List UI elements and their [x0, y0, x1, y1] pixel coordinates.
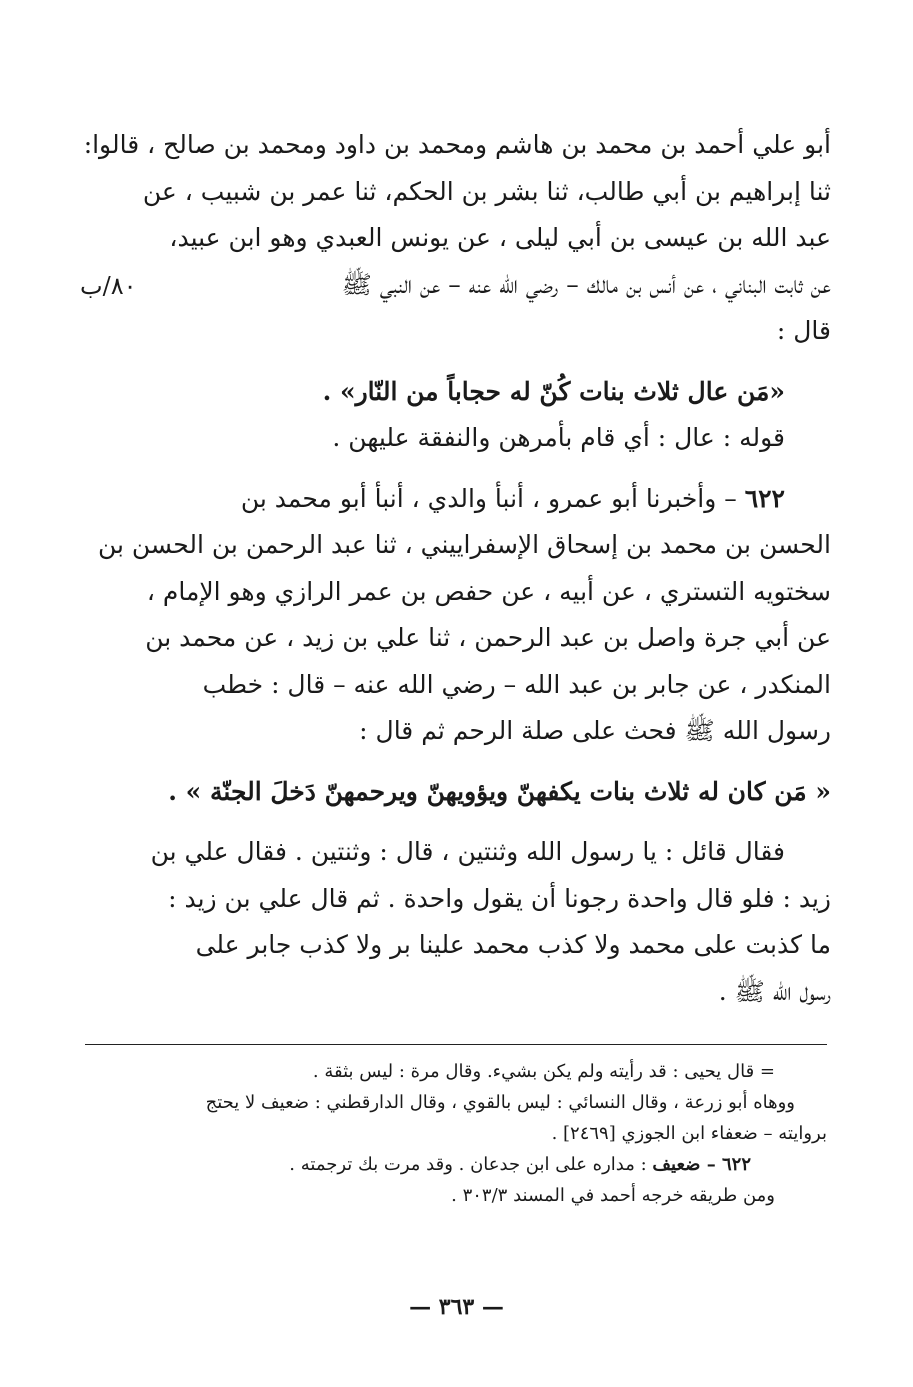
footnotes — [85, 1056, 827, 1211]
gloss-line: قوله : عال : أي قام بأمرهن والنفقة عليهن . — [332, 423, 785, 452]
page-number: — ٣٦٣ — — [409, 1294, 504, 1320]
hadith-text: « مَن كان له ثلاث بنات يكفهنّ ويؤويهنّ ويرحمهنّ دَخلَ الجنّة » . — [168, 776, 831, 806]
text-line: المنكدر ، عن جابر بن عبد الله – رضي الله عنه – قال : خطب — [202, 669, 831, 699]
hadith-text: «مَن عال ثلاث بنات كُنّ له حجاباً من النّار» . — [322, 376, 785, 406]
text-line: عن ثابت البناني ، عن أنس بن مالك – رضي الله عنه – عن النبي ﷺ — [341, 269, 831, 299]
text-line: فقال قائل : يا رسول الله وثنتين ، قال : وثنتين . فقال علي بن — [150, 837, 785, 866]
margin-folio-reference: ٨٠/ب — [80, 272, 137, 300]
text-line: عبد الله بن عيسى بن أبي ليلى ، عن يونس العبدي وهو ابن عبيد، — [169, 223, 831, 252]
footnote-line: = قال يحيى : قد رأيته ولم يكن بشيء. وقال مرة : ليس بثقة . — [312, 1061, 775, 1082]
text-line: رسول الله ﷺ . — [718, 976, 831, 1006]
text-line: قال : — [776, 316, 831, 345]
footnote-line: ووهاه أبو زرعة ، وقال النسائي : ليس بالقوي ، وقال الدارقطني : ضعيف لا يحتج — [205, 1092, 795, 1113]
hadith-entry-622 — [135, 476, 831, 523]
text-line: الحسن بن محمد بن إسحاق الإسفراييني ، ثنا عبد الرحمن بن الحسن بن — [97, 530, 831, 559]
text-line: ثنا إبراهيم بن أبي طالب، ثنا بشر بن الحكم، ثنا عمر بن شبيب ، عن — [142, 176, 831, 206]
footnote-divider — [85, 1044, 827, 1045]
text-line: ما كذبت على محمد ولا كذب محمد علينا بر ولا كذب جابر على — [195, 930, 831, 959]
text-line: عن أبي جرة واصل بن عبد الرحمن ، ثنا علي بن زيد ، عن محمد بن — [145, 623, 831, 652]
footnote-line: ومن طريقه خرجه أحمد في المسند ٣٠٣/٣ . — [451, 1185, 775, 1206]
footnote-entry-622 — [85, 1149, 827, 1180]
text-line: سختويه التستري ، عن أبيه ، عن حفص بن عمر الرازي وهو الإمام ، — [146, 576, 831, 606]
hadith-number: ٦٢٢ — [744, 483, 785, 513]
footnote-line: بروايته – ضعفاء ابن الجوزي [٢٤٦٩] . — [551, 1123, 827, 1144]
text-line: أبو علي أحمد بن محمد بن هاشم ومحمد بن داود ومحمد بن صالح ، قالوا: — [83, 130, 831, 159]
footnote-grade: ٦٢٢ – ضعيف — [652, 1154, 751, 1175]
text-line: رسول الله ﷺ فحث على صلة الرحم ثم قال : — [359, 716, 831, 745]
text-line: زيد : فلو قال واحدة رجونا أن يقول واحدة . ثم قال علي بن زيد : — [168, 883, 831, 913]
text-line: – وأخبرنا أبو عمرو ، أنبأ والدي ، أنبأ أبو محمد بن — [240, 483, 737, 513]
footnote-line: : مداره على ابن جدعان . وقد مرت بك ترجمته . — [289, 1154, 647, 1175]
